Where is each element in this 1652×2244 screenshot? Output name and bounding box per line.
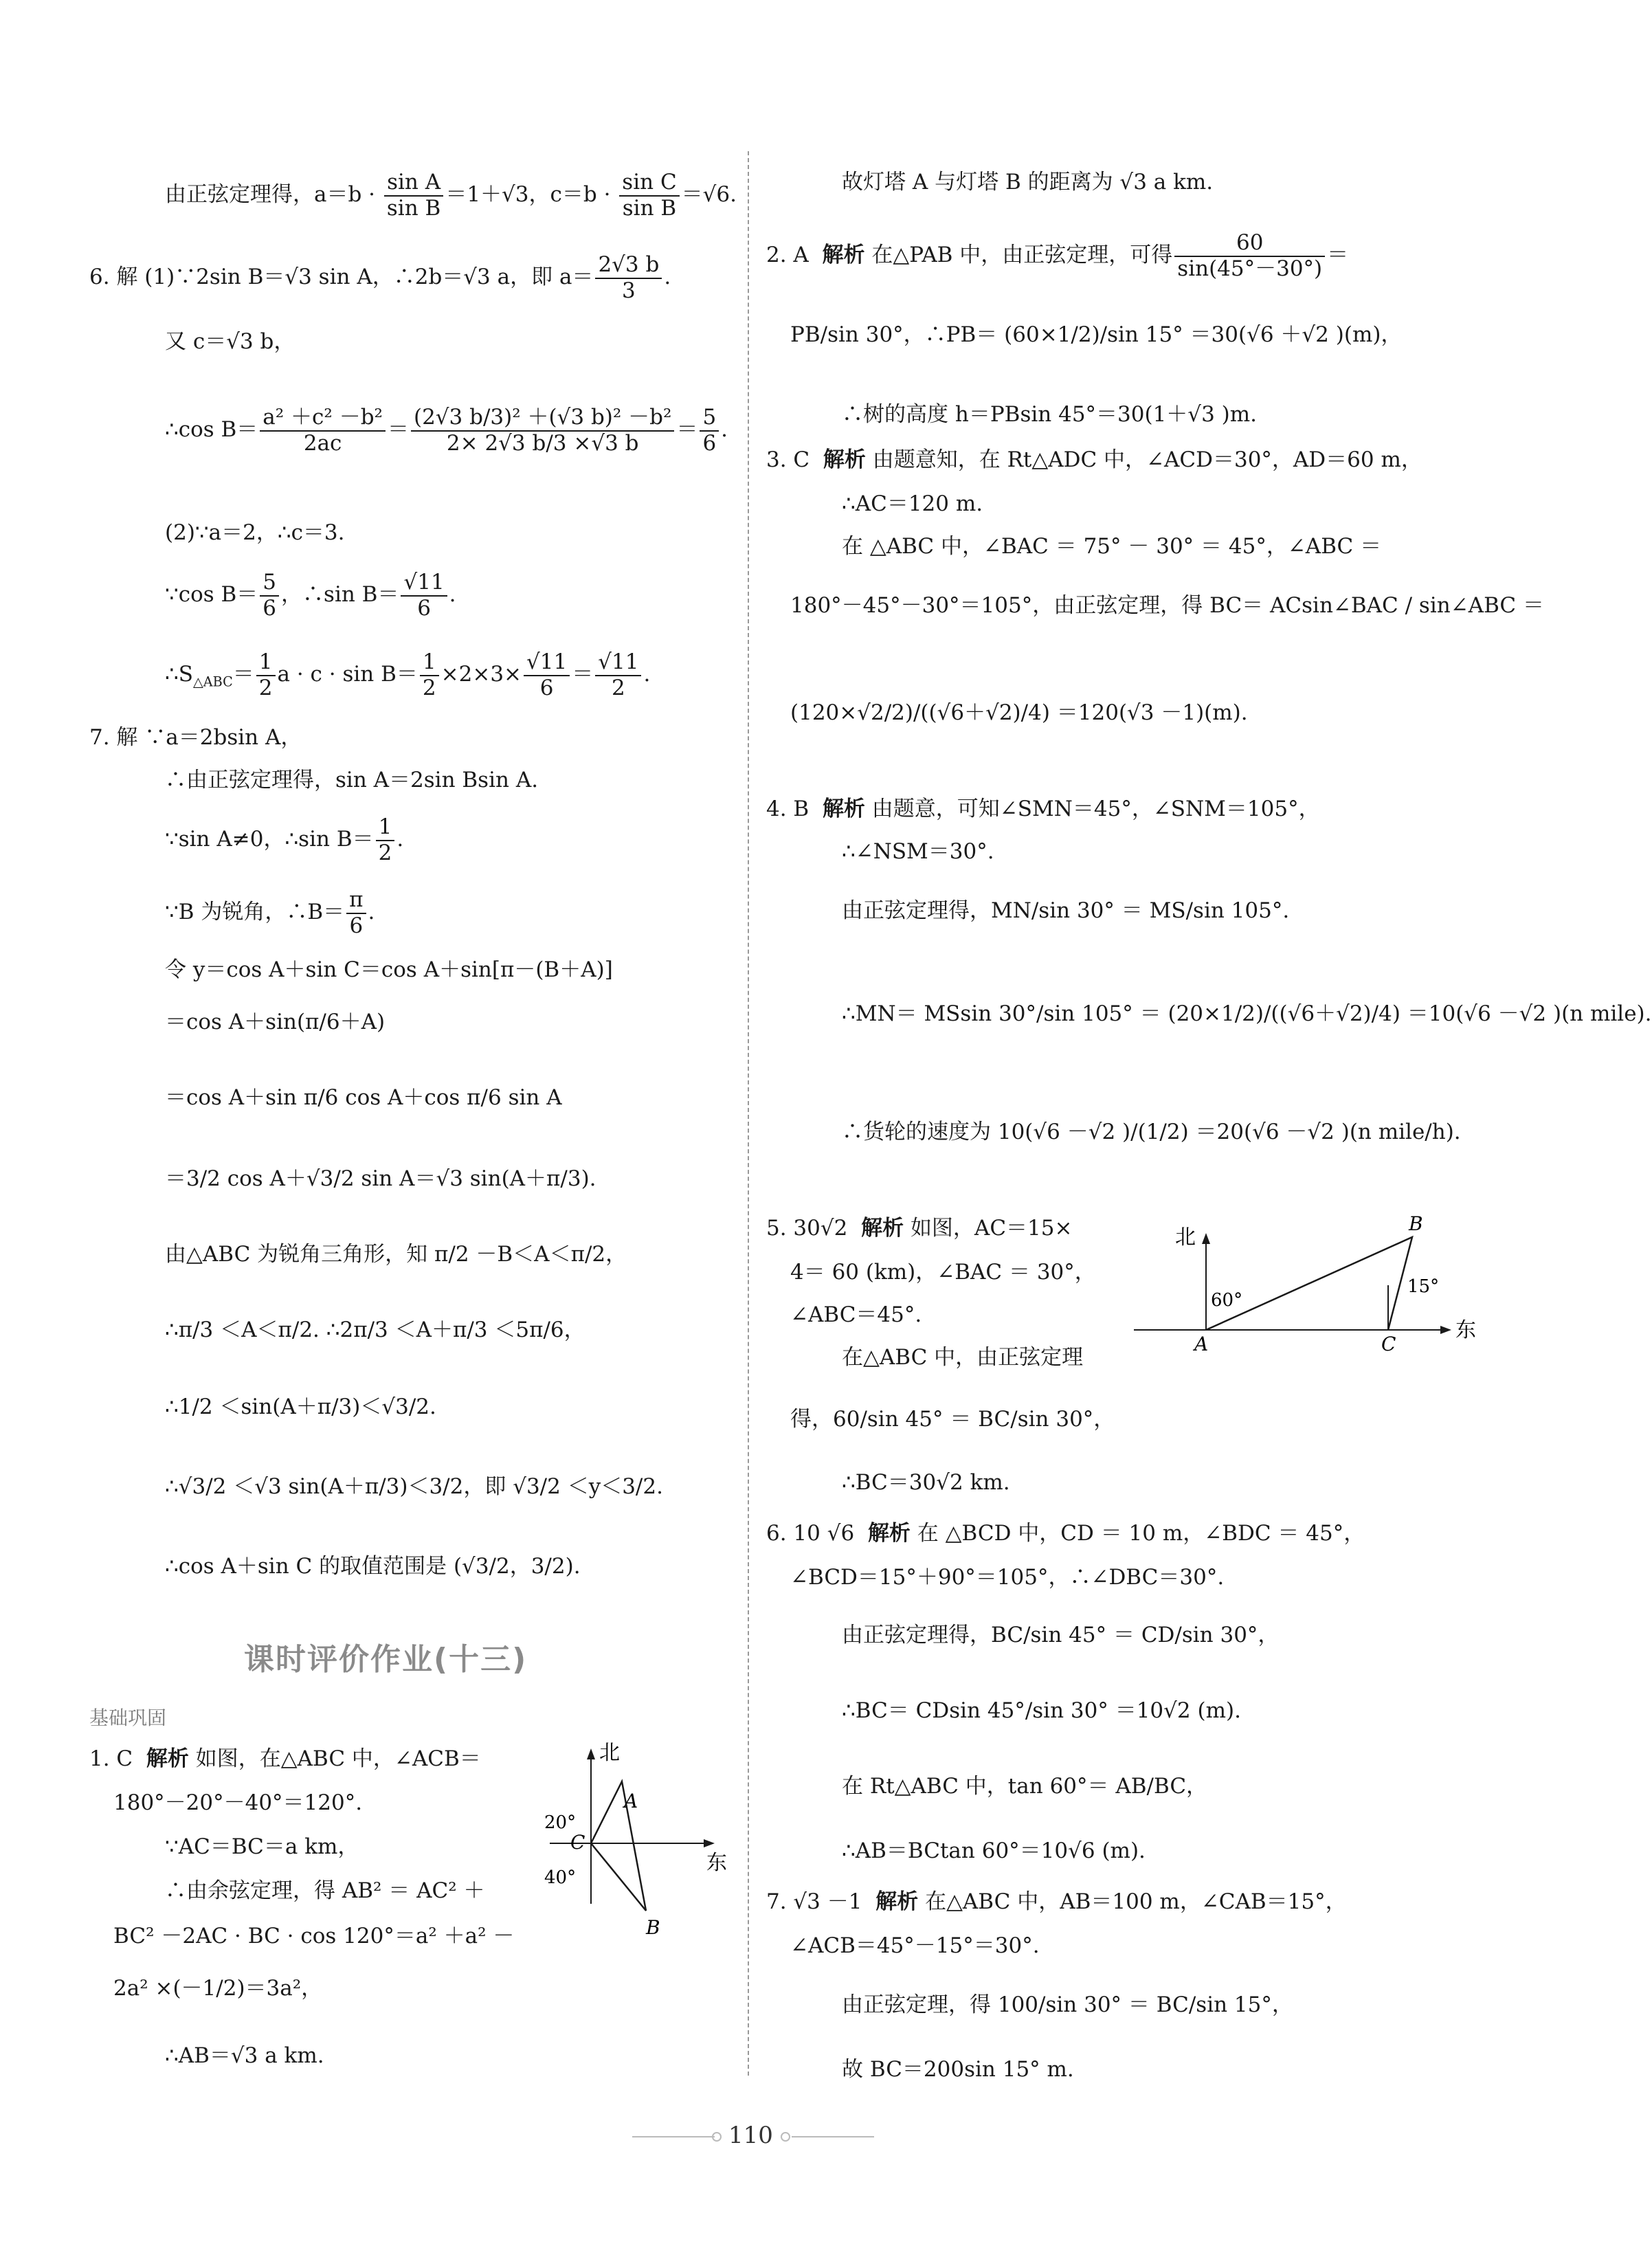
q1-line-7: ∴AB＝√3 a km. — [165, 2043, 324, 2068]
q5-line-5: 得，60/sin 45° ＝ BC/sin 30°， — [790, 1407, 1115, 1432]
q4-line-4: ∴MN＝ MSsin 30°/sin 105° ＝ (20×1/2)/((√6＋√2)/4) ＝10(√6 －√2 )(n mile). — [842, 1001, 1652, 1026]
q2-line-2: PB/sin 30°，∴PB＝ (60×1/2)/sin 15° ＝30(√6 ＋√2 )(m)， — [790, 322, 1403, 347]
q1-line-4: ∴由余弦定理，得 AB² ＝ AC² ＋ — [165, 1878, 485, 1903]
q1-fig-north: 北 — [599, 1741, 620, 1765]
q6-line-6: ∴AB＝BCtan 60°＝10√6 (m). — [842, 1838, 1146, 1863]
q7-line-1: 7. √3 －1 解析 在△ABC 中，AB＝100 m，∠CAB＝15°， — [766, 1889, 1347, 1914]
q7-line-4: 故 BC＝200sin 15° m. — [842, 2057, 1074, 2082]
q7-line-2: ∠ACB＝45°－15°＝30°. — [790, 1933, 1040, 1958]
problem-6-part2: (2)∵a＝2，∴c＝3. — [165, 520, 345, 545]
q1-line-6: 2a² ×(－1/2)＝3a²， — [113, 1976, 323, 2001]
problem-7-line-1: 7. 解 ∵a＝2bsin A， — [89, 725, 302, 750]
q3-line-5: (120×√2/2)/((√6＋√2)/4) ＝120(√3 －1)(m). — [790, 700, 1248, 725]
page-number-dot-right — [781, 2132, 790, 2142]
q5-fig-label-B: B — [1409, 1212, 1423, 1235]
right-line-0: 故灯塔 A 与灯塔 B 的距离为 √3 a km. — [842, 170, 1214, 195]
problem-6-line-2: 又 c＝√3 b， — [165, 329, 295, 354]
q5-fig-angle-15: 15° — [1407, 1276, 1440, 1297]
problem-7-line-13: ∴cos A＋sin C 的取值范围是 (√3/2，3/2). — [165, 1554, 581, 1579]
problem-7-line-9: 由△ABC 为锐角三角形，知 π/2 －B＜A＜π/2， — [165, 1242, 627, 1267]
problem-7-line-3: ∵sin A≠0，∴sin B＝ $\frac{1}{2}$ . — [165, 814, 404, 865]
problem-7-line-10: ∴π/3 ＜A＜π/2. ∴2π/3 ＜A＋π/3 ＜5π/6， — [165, 1318, 585, 1342]
q2-line-1: 2. A 解析 在△PAB 中，由正弦定理，可得 $\frac{60}{\sin(45^\circ-30^\circ)}$ ＝ — [766, 230, 1349, 281]
problem-7-line-5: 令 y＝cos A＋sin C＝cos A＋sin[π－(B＋A)] — [165, 957, 613, 982]
problem-6-area: $\therefore S_{\triangle ABC}=$ $\frac{1}{2}$ a · c · sin B＝ $\frac{1}{2}$ ×2×3× $\frac{√11}{6}$ ＝ $\frac{√11}{2}$ . — [165, 649, 651, 700]
q5-figure — [1127, 1210, 1484, 1354]
problem-7-line-12: ∴√3/2 ＜√3 sin(A＋π/3)＜3/2，即 √3/2 ＜y＜3/2. — [165, 1474, 663, 1499]
q4-line-1: 4. B 解析 由题意，可知∠SMN＝45°，∠SNM＝105°， — [766, 797, 1320, 821]
q1-figure — [543, 1739, 749, 1938]
q6-line-2: ∠BCD＝15°＋90°＝105°，∴∠DBC＝30°. — [790, 1565, 1225, 1590]
q1-fig-east: 东 — [706, 1851, 727, 1875]
problem-6-sinB: ∵cos B＝ $\frac{5}{6}$ ，∴sin B＝ $\frac{√11}{6}$ . — [165, 570, 456, 621]
q3-line-3: 在 △ABC 中，∠BAC ＝ 75° － 30° ＝ 45°，∠ABC ＝ — [842, 534, 1382, 559]
column-divider — [748, 151, 749, 2076]
q1-fig-label-A: A — [624, 1790, 638, 1812]
subhead-basic: 基础巩固 — [89, 1707, 167, 1729]
problem-7-line-7: ＝cos A＋sin π/6 cos A＋cos π/6 sin A — [165, 1085, 562, 1110]
q5-fig-label-A: A — [1194, 1333, 1209, 1355]
q6-line-4: ∴BC＝ CDsin 45°/sin 30° ＝10√2 (m). — [842, 1698, 1241, 1723]
q1-fig-angle-20: 20° — [544, 1812, 577, 1833]
problem-7-line-2: ∴由正弦定理得，sin A＝2sin Bsin A. — [165, 768, 539, 792]
q2-line-3: ∴树的高度 h＝PBsin 45°＝30(1＋√3 )m. — [842, 402, 1257, 427]
page-number: 110 — [728, 2122, 773, 2149]
q5-fig-east: 东 — [1455, 1318, 1476, 1342]
q3-line-2: ∴AC＝120 m. — [842, 491, 983, 516]
q3-line-1: 3. C 解析 由题意知，在 Rt△ADC 中，∠ACD＝30°，AD＝60 m， — [766, 447, 1422, 472]
q4-line-2: ∴∠NSM＝30°. — [842, 839, 994, 864]
problem-7-line-4: ∵B 为锐角，∴B＝ $\frac{\pi}{6}$ . — [165, 887, 375, 938]
q1-fig-label-B: B — [646, 1916, 660, 1939]
q5-fig-north: 北 — [1175, 1225, 1196, 1249]
q1-fig-label-C: C — [570, 1831, 585, 1854]
q5-line-1: 5. 30√2 解析 如图，AC＝15× — [766, 1216, 1073, 1241]
problem-6-part1: 6. 解 (1)∵2sin B＝√3 sin A，∴2b＝√3 a，即 a＝ $\frac{2√3 b}{3}$ . — [89, 252, 671, 303]
q6-line-5: 在 Rt△ABC 中，tan 60°＝ AB/BC， — [842, 1774, 1208, 1799]
q5-line-3: ∠ABC＝45°. — [790, 1302, 922, 1327]
q1-fig-angle-40: 40° — [544, 1867, 577, 1888]
q6-line-3: 由正弦定理得，BC/sin 45° ＝ CD/sin 30°， — [842, 1623, 1280, 1647]
problem-7-line-6: ＝cos A＋sin(π/6＋A) — [165, 1010, 386, 1034]
q6-line-1: 6. 10 √6 解析 在 △BCD 中，CD ＝ 10 m，∠BDC ＝ 45°， — [766, 1521, 1365, 1546]
q1-line-3: ∵AC＝BC＝a km， — [165, 1834, 359, 1859]
problem-6-cos-formula: ∴cos B＝ $\frac{\text{a² ＋c² －b²}}{2ac}$ ＝ $\frac{\text{(2√3 b/3)² ＋(√3 b)² －b²}}{2\times 2√3 b/3 \times√3 b}$ ＝ $\frac{5}{6}$ . — [165, 405, 728, 456]
page-number-rule-left — [632, 2136, 715, 2137]
q1-line-1: 1. C 解析 如图，在△ABC 中，∠ACB＝ — [89, 1746, 481, 1771]
q5-line-2: 4＝ 60 (km)，∠BAC ＝ 30°， — [790, 1260, 1096, 1285]
q1-line-2: 180°－20°－40°＝120°. — [113, 1790, 363, 1815]
problem-7-line-8: ＝3/2 cos A＋√3/2 sin A＝√3 sin(A＋π/3). — [165, 1166, 596, 1191]
q4-line-5: ∴货轮的速度为 10(√6 －√2 )/(1/2) ＝20(√6 －√2 )(n mile/h). — [842, 1120, 1461, 1144]
page-number-dot-left — [712, 2132, 722, 2142]
problem-7-line-11: ∴1/2 ＜sin(A＋π/3)＜√3/2. — [165, 1395, 436, 1419]
q4-line-3: 由正弦定理得，MN/sin 30° ＝ MS/sin 105°. — [842, 898, 1290, 923]
left-line-1: 由正弦定理得，a＝b · $\frac{\text{sin A}}{\text{sin B}}$ ＝1＋√3，c＝b · $\frac{\text{sin C}}{\text{sin B}}$ ＝√6. — [165, 170, 737, 221]
q1-line-5: BC² －2AC · BC · cos 120°＝a² ＋a² － — [113, 1924, 515, 1948]
q5-fig-label-C: C — [1381, 1333, 1396, 1355]
section-title: 课时评价作业(十三) — [244, 1642, 528, 1677]
q5-fig-angle-60: 60° — [1211, 1290, 1243, 1311]
q3-line-4: 180°－45°－30°＝105°，由正弦定理，得 BC＝ ACsin∠BAC / sin∠ABC ＝ — [790, 593, 1545, 618]
q5-line-4: 在△ABC 中，由正弦定理 — [842, 1345, 1084, 1370]
page-number-rule-right — [792, 2136, 874, 2137]
q7-line-3: 由正弦定理，得 100/sin 30° ＝ BC/sin 15°， — [842, 1992, 1293, 2017]
q5-line-6: ∴BC＝30√2 km. — [842, 1470, 1010, 1495]
